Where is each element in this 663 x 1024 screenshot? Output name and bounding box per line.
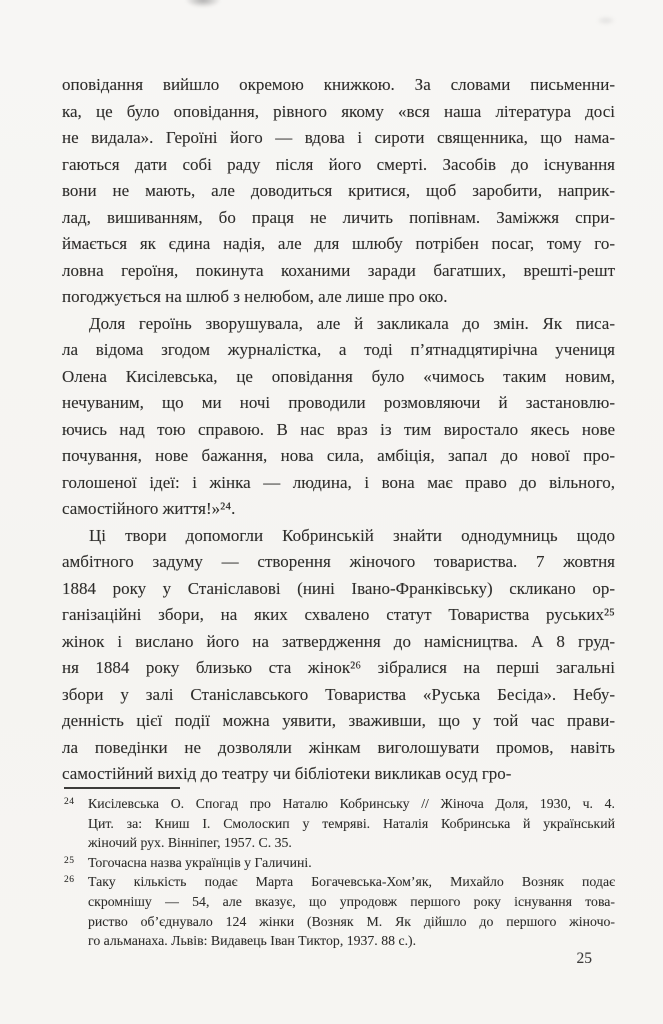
footnote-separator-rule xyxy=(64,787,180,789)
text-line: амбітного задуму — створення жіночого товариства. 7 жовтня xyxy=(62,552,615,571)
text-line: гаються дати собі раду після його смерті. Засобів до існування xyxy=(62,154,615,174)
text-line: самостійного життя!»²⁴. xyxy=(62,499,236,518)
footnote-marker: 25 xyxy=(64,855,75,866)
footnote-line: Цит. за: Книш І. Смолоскип у темряві. Наталія Кобринська й український xyxy=(88,815,615,831)
page-number: 25 xyxy=(576,950,592,967)
text-line: ючись над тою справою. В нас враз із тим виростало якесь нове xyxy=(62,419,615,439)
text-line: вони не мають, але доводиться критися, щоб заробити, наприк- xyxy=(62,181,615,200)
text-line: нечуваним, що ми ночі проводили розмовляючи й застановлю- xyxy=(62,393,615,412)
text-line: погоджується на шлюб з нелюбом, але лише про око. xyxy=(62,287,448,306)
text-line: 1884 року у Станіславові (нині Івано-Франківську) скликано ор- xyxy=(62,578,615,598)
footnotes-section xyxy=(62,794,615,951)
text-line: збори у залі Станіславського Товариства «Руська Бесіда». Небу- xyxy=(62,684,615,704)
footnote-line: Тогочасна назва українців у Галичині. xyxy=(88,854,312,870)
text-line: не видала». Героїні його — вдова і сироти священника, що нама- xyxy=(62,128,615,147)
text-line: самостійний вихід до театру чи бібліотеки викликав осуд гро- xyxy=(62,764,512,783)
text-line: ганізаційні збори, на яких схвалено статут Товариства руських²⁵ xyxy=(62,605,615,624)
text-line: ка, це було оповідання, рівного якому «вся наша література досі xyxy=(62,101,615,121)
paragraph xyxy=(62,72,615,311)
footnote-marker: 24 xyxy=(64,797,75,807)
text-line: ловна героїня, покинута коханими заради багатших, врешті-решт xyxy=(62,260,615,280)
text-line: ня 1884 року близько ста жінок²⁶ зібралися на перші загальні xyxy=(62,658,615,677)
text-line: денність цієї події можна уявити, зваживши, що у той час прави- xyxy=(62,711,615,730)
text-line: Доля героїнь зворушувала, але й закликала до змін. Як писа- xyxy=(89,313,615,333)
footnote-marker: 26 xyxy=(64,875,75,886)
text-line: лад, вишиванням, бо праця не личить попівнам. Заміжжя спри- xyxy=(62,207,615,227)
text-line: Ці твори допомогли Кобринській знайти однодумниць щодо xyxy=(89,525,615,545)
footnote-line: Кисілевська О. Спогад про Наталю Кобринську // Жіноча Доля, 1930, ч. 4. xyxy=(88,796,615,811)
body-text xyxy=(62,72,615,788)
text-line: голошеної ідеї: і жінка — людина, і вона має право до вільного, xyxy=(62,472,615,492)
text-line: ймається як єдина надія, але для шлюбу потрібен посаг, тому го- xyxy=(62,234,615,253)
paragraph xyxy=(62,523,615,788)
scan-smudge-top xyxy=(186,0,220,7)
paragraph xyxy=(62,311,615,523)
footnote xyxy=(62,853,615,873)
footnote-line: жіночий рух. Вінніпег, 1957. С. 35. xyxy=(88,835,292,851)
text-line: оповідання вийшло окремою книжкою. За словами письменни- xyxy=(62,75,615,94)
scan-smudge-right xyxy=(596,16,616,25)
footnote xyxy=(62,794,615,853)
footnote-line: скромнішу — 54, але вказує, що упродовж першого року існування това- xyxy=(88,893,615,909)
text-line: Олена Кисілевська, це оповідання було «чимось таким новим, xyxy=(62,366,615,386)
text-line: ла поведінки не дозволяли жінкам виголошувати промов, навіть xyxy=(62,737,615,757)
footnote-line: Таку кількість подає Марта Богачевська-Хом’як, Михайло Возняк подає xyxy=(88,874,615,890)
footnote xyxy=(62,872,615,950)
text-line: ла відома згодом журналістка, а тоді п’ятнадцятирічна учениця xyxy=(62,340,615,359)
footnote-line: риство об’єднувало 124 жінки (Возняк М. Як дійшло до першого жіночо- xyxy=(88,913,615,929)
text-line: жінок і вислано його на затвердження до намісництва. А 8 груд- xyxy=(62,631,615,651)
text-line: почування, нове бажання, нова сила, амбіція, запал до нової про- xyxy=(62,446,615,465)
footnote-line: го альманаха. Львів: Видавець Іван Тиктор, 1937. 88 с.). xyxy=(88,933,417,949)
